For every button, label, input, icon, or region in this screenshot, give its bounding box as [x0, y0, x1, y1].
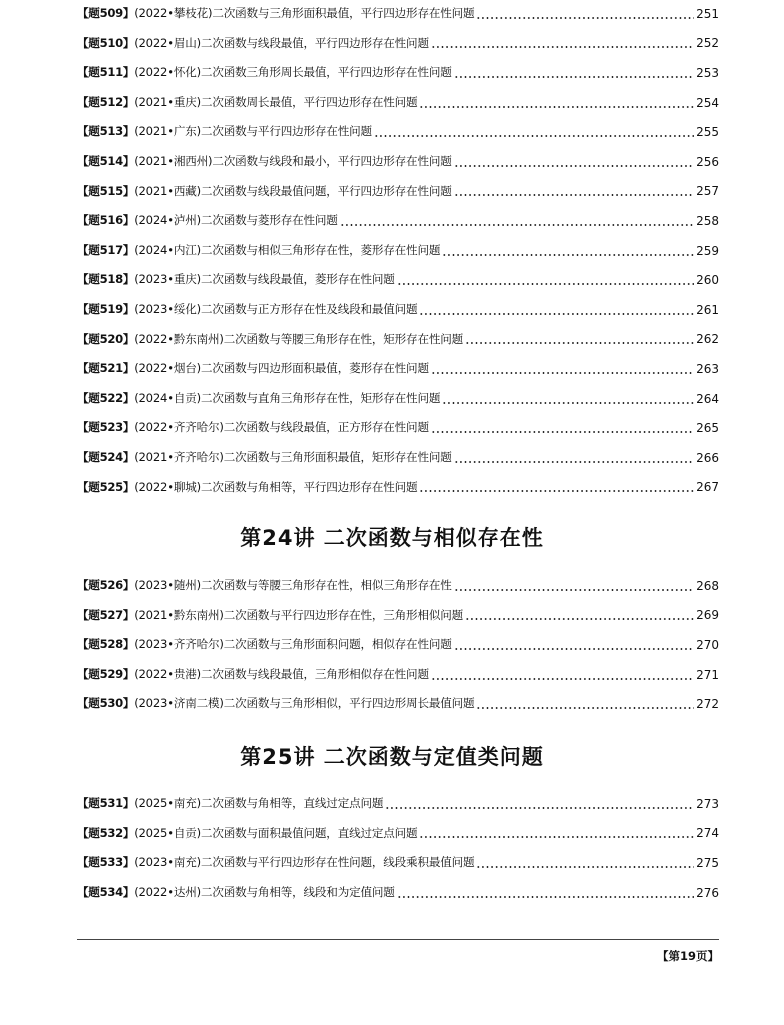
toc-section-chapter-25: [77, 789, 719, 907]
chapter-prefix: 第: [240, 526, 263, 550]
entry-page-number: 266: [696, 450, 719, 465]
dot-leader: [442, 254, 694, 256]
entry-title: (2022•黔东南州)二次函数与等腰三角形存在性，矩形存在性问题: [134, 331, 464, 346]
toc-entry[interactable]: [77, 147, 719, 177]
entry-id: 【题530】: [77, 696, 135, 711]
entry-id: 【题527】: [77, 607, 135, 622]
toc-entry[interactable]: [77, 354, 719, 384]
toc-entry[interactable]: [77, 117, 719, 147]
dot-leader: [431, 46, 694, 48]
entry-title: (2023•绥化)二次函数与正方形存在性及线段和最值问题: [134, 301, 418, 316]
toc-entry[interactable]: [77, 88, 719, 118]
entry-id: 【题533】: [77, 855, 135, 870]
entry-title: (2023•齐齐哈尔)二次函数与三角形面积问题，相似存在性问题: [134, 637, 452, 652]
dot-leader: [476, 866, 694, 868]
chapter-prefix: 第: [240, 745, 263, 769]
toc-section-continued: [77, 0, 719, 502]
entry-title: (2024•泸州)二次函数与菱形存在性问题: [134, 213, 338, 228]
dot-leader: [476, 707, 694, 709]
dot-leader: [431, 431, 694, 433]
entry-title: (2023•重庆)二次函数与线段最值，菱形存在性问题: [134, 272, 395, 287]
entry-page-number: 275: [696, 855, 719, 870]
entry-title: (2022•达州)二次函数与角相等，线段和为定值问题: [134, 884, 395, 899]
entry-id: 【题529】: [77, 666, 135, 681]
dot-leader: [465, 618, 694, 620]
dot-leader: [465, 342, 694, 344]
entry-page-number: 263: [696, 361, 719, 376]
dot-leader: [442, 402, 694, 404]
entry-page-number: 273: [696, 796, 719, 811]
chapter-25-heading: [0, 741, 784, 771]
toc-entry[interactable]: [77, 601, 719, 631]
toc-entry[interactable]: [77, 878, 719, 908]
dot-leader: [419, 106, 694, 108]
entry-id: 【题522】: [77, 390, 135, 405]
toc-entry[interactable]: [77, 325, 719, 355]
entry-page-number: 261: [696, 302, 719, 317]
toc-entry[interactable]: [77, 0, 719, 29]
entry-page-number: 257: [696, 184, 719, 199]
entry-id: 【题521】: [77, 361, 135, 376]
footer-divider: [77, 939, 719, 940]
entry-id: 【题515】: [77, 183, 135, 198]
entry-title: (2023•南充)二次函数与平行四边形存在性问题，线段乘积最值问题: [134, 855, 475, 870]
dot-leader: [374, 135, 694, 137]
entry-title: (2022•聊城)二次函数与角相等，平行四边形存在性问题: [134, 479, 418, 494]
entry-page-number: 267: [696, 480, 719, 495]
entry-title: (2021•西藏)二次函数与线段最值问题，平行四边形存在性问题: [134, 183, 452, 198]
toc-entry[interactable]: [77, 236, 719, 266]
toc-entry[interactable]: [77, 206, 719, 236]
toc-entry[interactable]: [77, 384, 719, 414]
dot-leader: [385, 807, 694, 809]
entry-title: (2022•烟台)二次函数与四边形面积最值，菱形存在性问题: [134, 361, 429, 376]
entry-id: 【题513】: [77, 124, 135, 139]
entry-page-number: 264: [696, 391, 719, 406]
entry-id: 【题518】: [77, 272, 135, 287]
entry-title: (2022•贵港)二次函数与线段最值，三角形相似存在性问题: [134, 666, 429, 681]
toc-entry[interactable]: [77, 848, 719, 878]
entry-id: 【题514】: [77, 153, 135, 168]
toc-entry[interactable]: [77, 660, 719, 690]
entry-title: (2025•南充)二次函数与角相等，直线过定点问题: [134, 796, 384, 810]
toc-entry[interactable]: [77, 630, 719, 660]
entry-id: 【题526】: [77, 578, 135, 592]
chapter-24-heading: [0, 522, 784, 552]
entry-title: (2022•怀化)二次函数三角形周长最值，平行四边形存在性问题: [134, 65, 452, 80]
entry-page-number: 276: [696, 885, 719, 900]
page-number: 【第19页】: [656, 949, 719, 963]
entry-title: (2024•内江)二次函数与相似三角形存在性，菱形存在性问题: [134, 242, 441, 257]
toc-entry[interactable]: [77, 689, 719, 719]
dot-leader: [340, 224, 694, 226]
entry-id: 【题519】: [77, 301, 135, 316]
entry-id: 【题524】: [77, 449, 135, 464]
entry-title: (2021•重庆)二次函数周长最值，平行四边形存在性问题: [134, 94, 418, 109]
entry-page-number: 265: [696, 421, 719, 436]
toc-entry[interactable]: [77, 443, 719, 473]
dot-leader: [397, 283, 694, 285]
entry-id: 【题510】: [77, 35, 135, 50]
entry-page-number: 252: [696, 36, 719, 51]
toc-entry[interactable]: [77, 265, 719, 295]
entry-page-number: 255: [696, 125, 719, 140]
entry-id: 【题525】: [77, 479, 135, 494]
dot-leader: [454, 648, 694, 650]
entry-title: (2022•眉山)二次函数与线段最值，平行四边形存在性问题: [134, 35, 429, 50]
chapter-title: 讲 二次函数与相似存在性: [293, 526, 544, 550]
entry-page-number: 270: [696, 637, 719, 652]
dot-leader: [431, 678, 694, 680]
entry-title: (2021•齐齐哈尔)二次函数与三角形面积最值，矩形存在性问题: [134, 449, 452, 464]
entry-page-number: 271: [696, 667, 719, 682]
entry-id: 【题534】: [77, 884, 135, 899]
entry-id: 【题532】: [77, 825, 135, 840]
entry-page-number: 262: [696, 332, 719, 347]
entry-title: (2021•黔东南州)二次函数与平行四边形存在性，三角形相似问题: [134, 607, 464, 622]
entry-page-number: 260: [696, 273, 719, 288]
entry-page-number: 253: [696, 65, 719, 80]
entry-title: (2023•随州)二次函数与等腰三角形存在性，相似三角形存在性: [134, 578, 452, 592]
entry-title: (2021•广东)二次函数与平行四边形存在性问题: [134, 124, 372, 139]
dot-leader: [454, 461, 694, 463]
entry-page-number: 259: [696, 243, 719, 258]
entry-page-number: 268: [696, 578, 719, 593]
entry-title: (2021•湘西州)二次函数与线段和最小，平行四边形存在性问题: [134, 153, 452, 168]
toc-entry[interactable]: [77, 177, 719, 207]
entry-id: 【题517】: [77, 242, 135, 257]
entry-title: (2023•济南二模)二次函数与三角形相似，平行四边形周长最值问题: [134, 696, 475, 711]
dot-leader: [454, 589, 694, 591]
entry-page-number: 254: [696, 95, 719, 110]
entry-id: 【题509】: [77, 6, 135, 20]
toc-entry[interactable]: [77, 295, 719, 325]
entry-title: (2025•自贡)二次函数与面积最值问题，直线过定点问题: [134, 825, 418, 840]
dot-leader: [397, 896, 694, 898]
chapter-title: 讲 二次函数与定值类问题: [293, 745, 544, 769]
dot-leader: [431, 372, 694, 374]
dot-leader: [419, 313, 694, 315]
entry-id: 【题523】: [77, 420, 135, 435]
dot-leader: [476, 17, 694, 19]
entry-page-number: 251: [696, 6, 719, 21]
chapter-number: 25: [262, 745, 294, 769]
toc-entry[interactable]: [77, 58, 719, 88]
entry-page-number: 269: [696, 608, 719, 623]
entry-title: (2022•齐齐哈尔)二次函数与线段最值，正方形存在性问题: [134, 420, 429, 435]
entry-title: (2022•攀枝花)二次函数与三角形面积最值，平行四边形存在性问题: [134, 6, 475, 20]
dot-leader: [454, 76, 694, 78]
entry-page-number: 272: [696, 697, 719, 712]
dot-leader: [454, 194, 694, 196]
toc-entry[interactable]: [77, 473, 719, 503]
toc-entry[interactable]: [77, 571, 719, 601]
dot-leader: [419, 490, 694, 492]
entry-id: 【题528】: [77, 637, 135, 652]
entry-id: 【题516】: [77, 213, 135, 228]
chapter-number: 24: [262, 526, 294, 550]
entry-page-number: 274: [696, 826, 719, 841]
entry-title: (2024•自贡)二次函数与直角三角形存在性，矩形存在性问题: [134, 390, 441, 405]
toc-entry[interactable]: [77, 789, 719, 819]
entry-id: 【题531】: [77, 796, 135, 810]
entry-page-number: 258: [696, 213, 719, 228]
dot-leader: [419, 836, 694, 838]
entry-page-number: 256: [696, 154, 719, 169]
entry-id: 【题511】: [77, 65, 135, 80]
toc-section-chapter-24: [77, 571, 719, 719]
dot-leader: [454, 165, 694, 167]
toc-entry[interactable]: [77, 819, 719, 849]
toc-entry[interactable]: [77, 413, 719, 443]
entry-id: 【题512】: [77, 94, 135, 109]
toc-entry[interactable]: [77, 29, 719, 59]
entry-id: 【题520】: [77, 331, 135, 346]
